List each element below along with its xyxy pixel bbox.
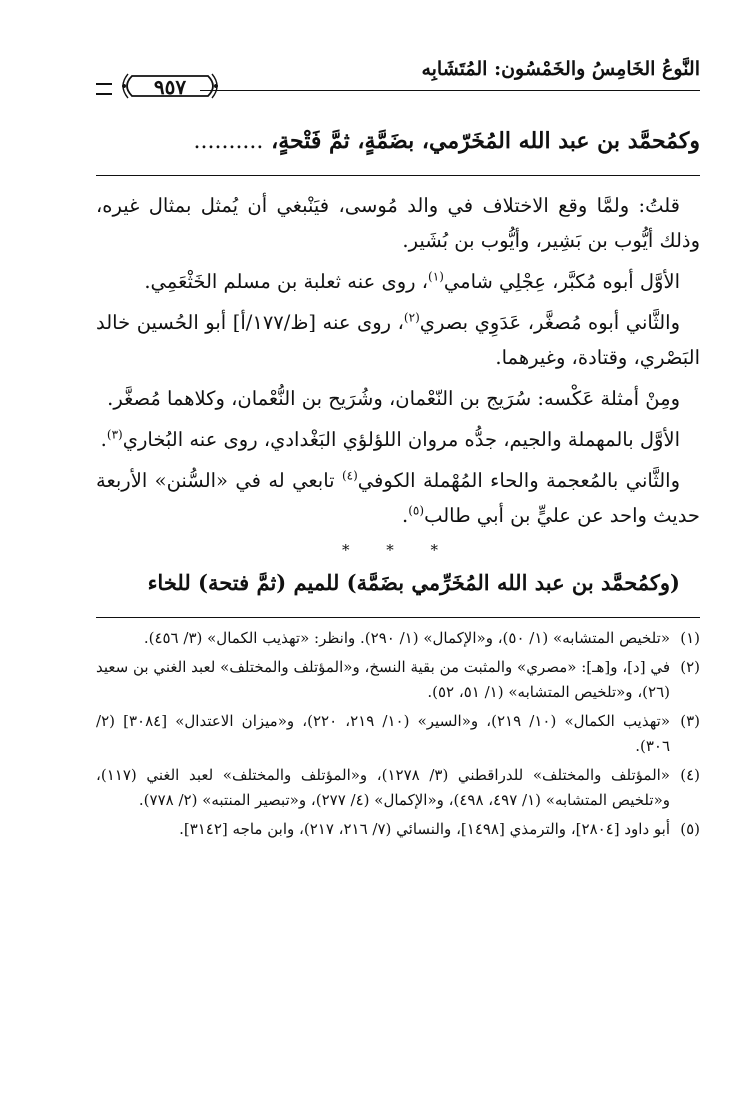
header-rule — [200, 90, 700, 91]
matn-dots: .......... — [193, 129, 264, 154]
footnote-3 — [96, 709, 700, 759]
page-number-ornament — [96, 70, 226, 104]
footnotes — [96, 626, 700, 842]
footnote-ref-5[interactable]: (٥) — [408, 503, 425, 518]
book-page — [96, 50, 700, 846]
footnote-number: (٢) — [680, 658, 700, 676]
matn-rule — [96, 175, 700, 176]
footnote-4 — [96, 763, 700, 813]
footnote-separator — [96, 617, 700, 618]
paragraph-6-tail: . — [402, 504, 409, 527]
paragraph-3-tail: ، روى عنه [ظ/١٧٧/أ] أبو الحُسين خالد البَصْري، وقتادة، وغيرهما. — [96, 311, 700, 369]
paragraph-2 — [96, 264, 700, 299]
running-header — [96, 50, 700, 98]
footnote-ref-1[interactable]: (١) — [428, 269, 444, 284]
paragraph-1: قلتُ: ولمَّا وقع الاختلاف في والد مُوسى، فيَنْبغي أن يُمثل بمثال غيره، وذلك أيُّوب بن بَشِير، وأيُّوب بن بُشَير. — [96, 194, 700, 252]
footnote-ref-2[interactable]: (٢) — [403, 310, 420, 325]
paragraph-6-mid: تابعي له في «السُّنن» الأربعة حديث واحد عن عليٍّ بن أبي طالب — [96, 469, 700, 527]
footnote-5 — [96, 817, 700, 842]
paragraph-4: ومِنْ أمثلة عَكْسه: سُرَيج بن النّعْمان، وشُرَيح بن النُّعْمان، وكلاهما مُصغَّر. — [107, 387, 680, 410]
paragraph-3-text: والثَّاني أبوه مُصغَّر، عَدَوِي بصري — [419, 311, 680, 334]
footnote-number: (١) — [680, 629, 700, 647]
footnote-number: (٤) — [680, 766, 700, 784]
footnote-text: «تلخيص المتشابه» (١/ ٥٠)، و«الإكمال» (١/ ٢٩٠). وانظر: «تهذيب الكمال» (٣/ ٤٥٦). — [143, 629, 670, 647]
paragraph-5 — [96, 422, 700, 457]
footnote-text: في [د]، و[هـ]: «مصري» والمثبت من بقية النسخ، و«المؤتلف والمختلف» لعبد الغني بن سعيد (٢٦)، و«تلخيص المتشابه» (١/ ٥١، ٥٢). — [96, 658, 670, 701]
paragraph-6-text: والثَّاني بالمُعجمة والحاء المُهْملة الكوفي — [357, 469, 680, 492]
paragraph-3 — [96, 305, 700, 375]
paragraph-5-text: الأوَّل بالمهملة والجيم، جدُّه مروان اللؤلؤي البَغْدادي، روى عنه البُخاري — [122, 428, 680, 451]
footnote-1 — [96, 626, 700, 651]
footnote-number: (٣) — [680, 712, 700, 730]
footnote-2 — [96, 655, 700, 705]
footnote-number: (٥) — [680, 820, 700, 838]
matn-text: وكمُحمَّد بن عبد الله المُخَرّمي، بضَمَّةٍ، ثمَّ فَتْحةٍ، — [271, 128, 700, 154]
ornament-double-line — [96, 83, 112, 95]
page-number: ٩٥٧ — [153, 75, 187, 99]
paragraph-5-tail: . — [100, 428, 107, 451]
section-divider-stars: * * * — [341, 541, 455, 559]
paragraph-2-text: الأوَّل أبوه مُكبَّر، عِجْلِي شامي — [443, 270, 680, 293]
footnote-ref-4[interactable]: (٤) — [341, 468, 358, 483]
commentary-start-line: (وكمُحمَّد بن عبد الله المُخَرِّمي بضَمَّة) للميم (ثمَّ فتحة) للخاء — [147, 570, 680, 595]
paragraph-6 — [96, 463, 700, 533]
commentary-body — [96, 188, 700, 601]
footnote-text: «المؤتلف والمختلف» للدراقطني (٣/ ١٢٧٨)، و«المؤتلف والمختلف» لعبد الغني (١١٧)، و«تلخيص المتشابه» (١/ ٤٩٧، ٤٩٨)، و«الإكمال» (٤/ ٢٧٧)، و«تبصير المنتبه» (٢/ ٧٧٨). — [96, 766, 670, 809]
footnote-text: «تهذيب الكمال» (١٠/ ٢١٩)، و«السير» (١٠/ ٢١٩، ٢٢٠)، و«ميزان الاعتدال» [٣٠٨٤] (٢/ ٣٠٦). — [96, 712, 670, 755]
matn-line — [96, 124, 700, 159]
paragraph-2-tail: ، روى عنه ثعلبة بن مسلم الخَثْعَمِي. — [144, 270, 429, 293]
footnote-text: أبو داود [٢٨٠٤]، والترمذي [١٤٩٨]، والنسائي (٧/ ٢١٦، ٢١٧)، وابن ماجه [٣١٤٢]. — [179, 820, 670, 838]
footnote-ref-3[interactable]: (٣) — [106, 427, 123, 442]
chapter-title: النَّوعُ الخَامِسُ والخَمْسُون: المُتَشَابِه — [421, 58, 700, 80]
page-number-frame — [118, 72, 222, 100]
